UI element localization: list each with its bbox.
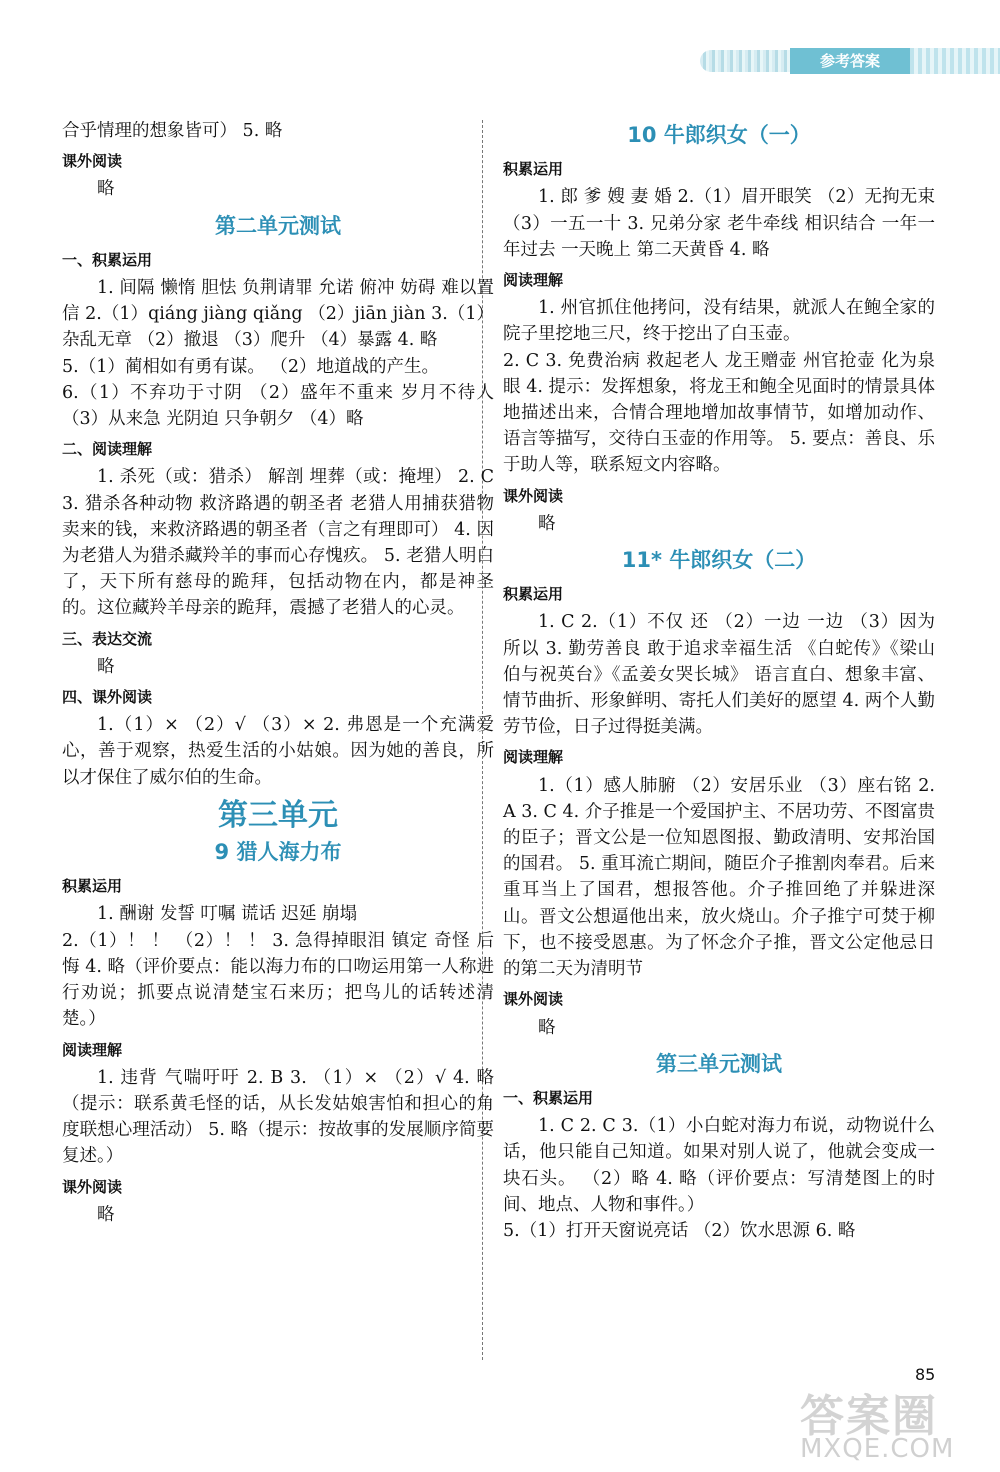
answer-text: 1. 州官抓住他拷问，没有结果，就派人在鲍全家的院子里挖地三尺，终于挖出了白玉壶。	[503, 298, 935, 345]
answer-text: 略	[538, 513, 556, 534]
section-label: 课外阅读	[503, 990, 564, 1009]
lesson9-title: 9 猎人海力布	[214, 840, 342, 865]
section-label: 积累运用	[62, 877, 123, 896]
answer-text: 1. 违背 气喘吁吁 2. B 3. （1）× （2）√ 4. 略（提示：联系黄毛怪的话，从长发姑娘害怕和担心的角度联想心理活动） 5. 略（提示：按故事的发展顺序简要复述。）	[62, 1067, 494, 1167]
section-label: 积累运用	[503, 585, 564, 604]
intro-line: 合乎情理的想象皆可） 5. 略	[62, 121, 283, 141]
section-label: 四、课外阅读	[62, 688, 153, 707]
section-label: 课外阅读	[503, 486, 564, 505]
page-number: 85	[915, 1365, 936, 1384]
unit3-test-title: 第三单元测试	[656, 1051, 782, 1076]
answer-text: 1.（1）× （2）√ （3）× 2. 弗恩是一个充满爱心，善于观察，热爱生活的小姑娘。因为她的善良，所以才保住了威尔伯的生命。	[62, 715, 494, 788]
unit3-title: 第三单元	[218, 797, 338, 833]
section-label: 课外阅读	[62, 152, 123, 171]
section-label: 二、阅读理解	[62, 440, 153, 459]
answer-text: 1. 酬谢 发誓 叮嘱 谎话 迟延 崩塌	[97, 904, 358, 925]
answer-text: 1. 杀死（或：猎杀） 解剖 埋葬（或：掩埋） 2. C 3. 猎杀各种动物 救济路遇的朝圣者 老猎人用捕获猎物卖来的钱，来救济路遇的朝圣者（言之有理即可） 4. 因为老猎人为猎杀藏羚羊的事而心存愧疚。 5. 老猎人明白了，天下所有慈母的跪拜，包括动物在内，都是神圣的。这位藏羚羊母亲的跪拜，震撼了老猎人的心灵。	[62, 467, 494, 619]
answer-text: 5.（1）打开天窗说亮话 （2）饮水思源 6. 略	[503, 1220, 856, 1241]
answer-text: 略	[97, 179, 115, 200]
answer-text: 略	[538, 1017, 556, 1038]
lesson11-title: 11* 牛郎织女（二）	[621, 548, 817, 573]
answer-text: 1. 间隔 懒惰 胆怯 负荆请罪 允诺 俯冲 妨碍 难以置信 2.（1）qiáng jiàng qiǎng （2）jiān jiàn 3.（1）杂乱无章 （2）撤退 （3）爬升 （4）暴露 4. 略	[62, 278, 494, 351]
answer-text: 1. C 2. C 3.（1）小白蛇对海力布说，动物说什么话，他只能自己知道。如果对别人说了，他就会变成一块石头。 （2）略 4. 略（评价要点：写清楚图上的时间、地点、人物和事件。）	[503, 1116, 935, 1215]
answer-text: 2.（1）！ ！ （2）！ ！ 3. 急得掉眼泪 镇定 奇怪 后悔 4. 略（评价要点：能以海力布的口吻运用第一人称进行劝说；抓要点说清楚宝石来历；把鸟儿的话转述清楚。）	[62, 930, 494, 1030]
answer-text: 1.（1）感人肺腑 （2）安居乐业 （3）座右铭 2. A 3. C 4. 介子推是一个爱国护主、不居功劳、不图富贵的臣子；晋文公是一位知恩图报、勤政清明、安邦治国的国君。 5. 重耳流亡期间，随臣介子推割肉奉君。后来重耳当上了国君，想报答他。介子推回绝了并躲进深山。晋文公想逼他出来，放火烧山。介子推宁可焚于柳下，也不接受恩惠。为了怀念介子推，晋文公定他忌日的第二天为清明节	[503, 775, 935, 980]
lesson10-title: 10 牛郎织女（一）	[627, 123, 811, 147]
banner-decoration-right	[910, 48, 1000, 74]
header-tag: 参考答案	[790, 48, 910, 74]
answer-text: 1. 郎 爹 嫂 妻 婚 2.（1）眉开眼笑 （2）无拘无束 （3）一五一十 3. 兄弟分家 老牛牵线 相识结合 一年一年过去 一天晚上 第二天黄昏 4. 略	[503, 187, 935, 260]
answer-text: 略	[97, 1204, 115, 1225]
watermark-logo: 答案圈	[800, 1391, 938, 1442]
answer-text: 6.（1）不弃功于寸阴 （2）盛年不重来 岁月不待人 （3）从来急 光阴迫 只争朝夕 （4）略	[62, 382, 494, 430]
answer-text: 5.（1）蔺相如有勇有谋。 （2）地道战的产生。	[62, 356, 440, 377]
section-label: 一、积累运用	[503, 1088, 594, 1107]
unit2-test-title: 第二单元测试	[215, 213, 341, 238]
section-label: 三、表达交流	[62, 629, 153, 648]
header-banner	[700, 40, 1000, 82]
section-label: 一、积累运用	[62, 250, 153, 269]
right-column	[503, 118, 935, 1244]
left-column	[62, 118, 494, 1228]
section-label: 课外阅读	[62, 1177, 123, 1196]
answer-text: 略	[97, 656, 115, 677]
section-label: 阅读理解	[503, 748, 564, 767]
section-label: 积累运用	[503, 160, 564, 179]
section-label: 阅读理解	[62, 1040, 123, 1059]
section-label: 阅读理解	[503, 271, 564, 290]
answer-text: 2. C 3. 免费治病 救起老人 龙王赠壶 州官抢壶 化为泉眼 4. 提示：发挥想象，将龙王和鲍全见面时的情景具体地描述出来，合情合理地增加故事情节，如增加动作、语言等描写，交待白玉壶的作用等。 5. 要点：善良、乐于助人等，联系短文内容略。	[503, 350, 935, 476]
watermark-url: MXQE.COM	[800, 1434, 955, 1464]
answer-text: 1. C 2.（1）不仅 还 （2）一边 一边 （3）因为 所以 3. 勤劳善良 敢于追求幸福生活 《白蛇传》《梁山伯与祝英台》《孟姜女哭长城》 语言直白、想象丰富、情节曲折、形象鲜明、寄托人们美好的愿望 4. 两个人勤劳节俭，日子过得挺美满。	[503, 612, 935, 738]
